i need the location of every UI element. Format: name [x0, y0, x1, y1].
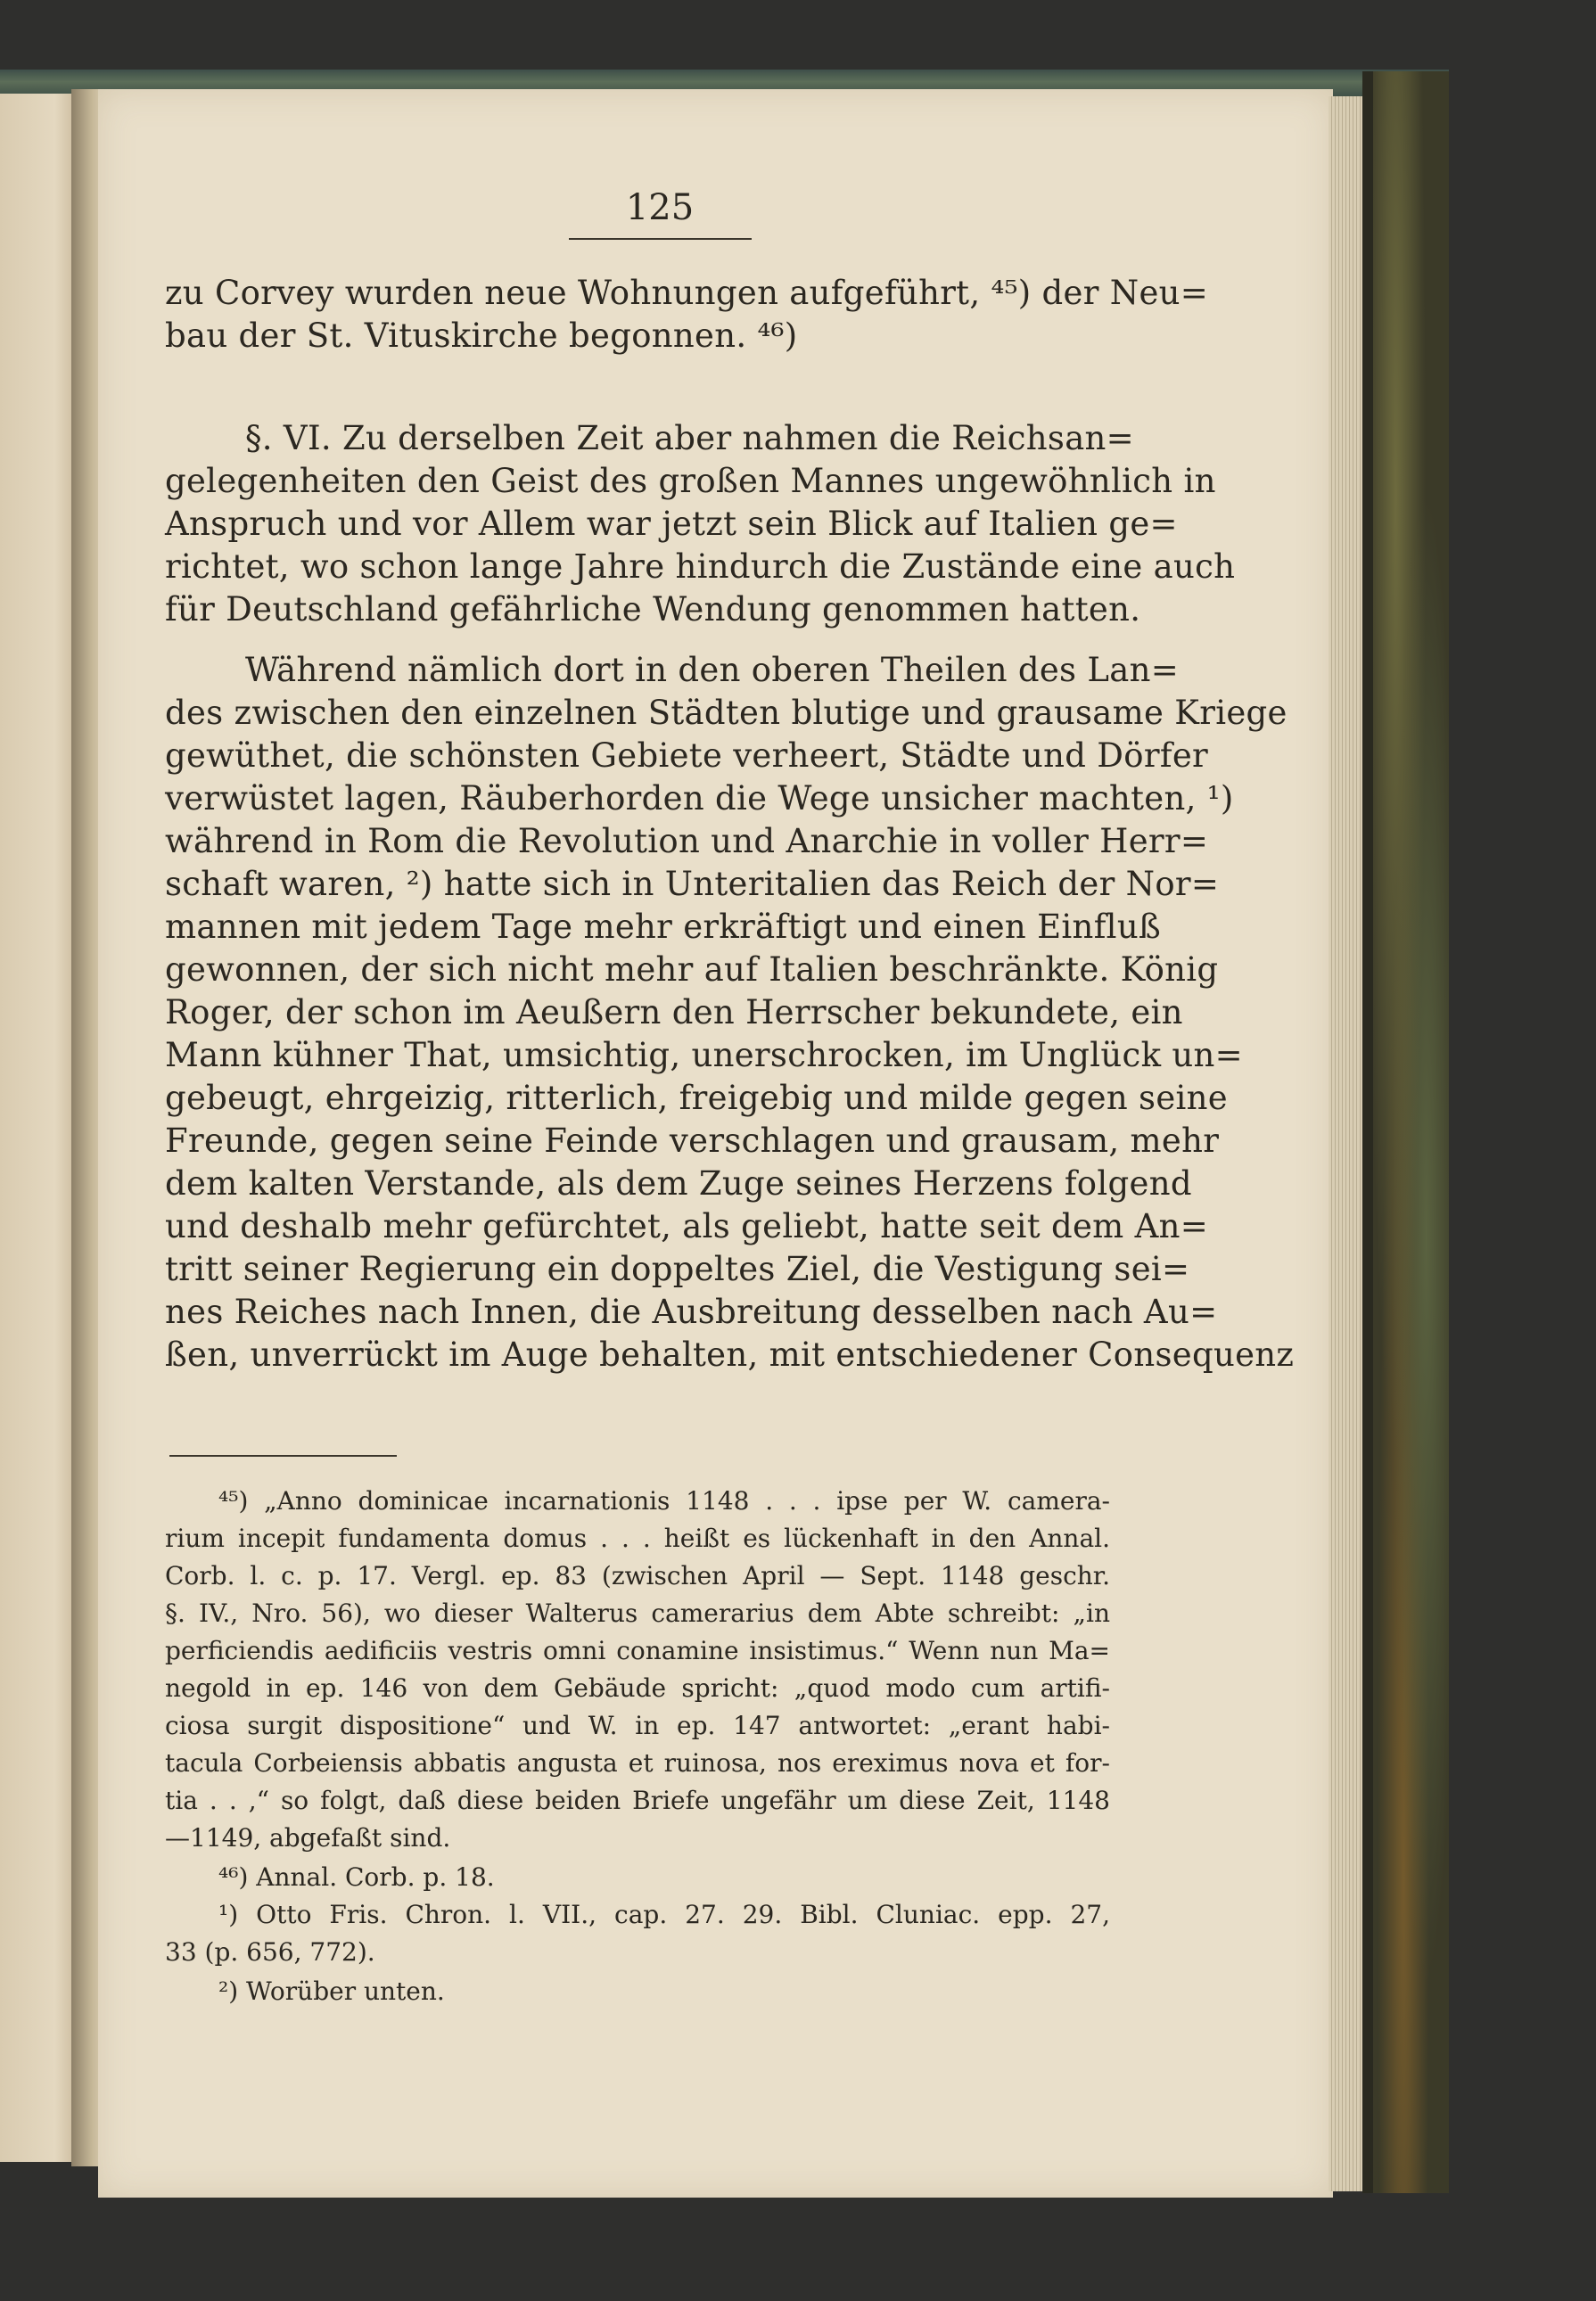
- body-line: Freunde, gegen seine Feinde verschlagen und grausam, mehr: [165, 1122, 1220, 1160]
- body-line: des zwischen den einzelnen Städten blutige und grausame Kriege: [165, 694, 1287, 732]
- body-line: §. VI. Zu derselben Zeit aber nahmen die Reichsan=: [245, 419, 1134, 457]
- footnote-line: ¹) Otto Fris. Chron. l. VII., cap. 27. 29. Bibl. Cluniac. epp. 27,: [218, 1900, 1110, 1929]
- body-line: nes Reiches nach Innen, die Ausbreitung desselben nach Au=: [165, 1293, 1218, 1331]
- body-line: schaft waren, ²) hatte sich in Unteritalien das Reich der Nor=: [165, 865, 1220, 903]
- footnote-separator: [169, 1455, 397, 1457]
- footnote-line: ciosa surgit dispositione“ und W. in ep. 147 antwortet: „erant habi-: [165, 1711, 1110, 1740]
- body-line: und deshalb mehr gefürchtet, als geliebt, hatte seit dem An=: [165, 1207, 1209, 1245]
- body-line: gewonnen, der sich nicht mehr auf Italien beschränkte. König: [165, 950, 1219, 989]
- body-line: während in Rom die Revolution und Anarchie in voller Herr=: [165, 822, 1209, 860]
- footnote-line: tacula Corbeiensis abbatis angusta et ruinosa, nos ereximus nova et for-: [165, 1748, 1110, 1778]
- footnote-line: perficiendis aedificiis vestris omni conamine insistimus.“ Wenn nun Ma=: [165, 1636, 1110, 1665]
- footnote-line: Corb. l. c. p. 17. Vergl. ep. 83 (zwischen April — Sept. 1148 geschr.: [165, 1561, 1110, 1590]
- footnote-line: 33 (p. 656, 772).: [165, 1937, 375, 1967]
- body-line: gebeugt, ehrgeizig, ritterlich, freigebig und milde gegen seine: [165, 1079, 1228, 1117]
- footnote-line: ²) Worüber unten.: [218, 1976, 445, 2006]
- left-page-edge: [0, 94, 78, 2162]
- footnote-line: ⁴⁶) Annal. Corb. p. 18.: [218, 1862, 495, 1892]
- body-line: bau der St. Vituskirche begonnen. ⁴⁶): [165, 316, 798, 355]
- footnote-line: ⁴⁵) „Anno dominicae incarnationis 1148 . . . ipse per W. camera-: [218, 1486, 1110, 1516]
- body-line: Anspruch und vor Allem war jetzt sein Blick auf Italien ge=: [165, 505, 1178, 543]
- footnote-line: rium incepit fundamenta domus . . . heißt es lückenhaft in den Annal.: [165, 1524, 1110, 1553]
- body-line: dem kalten Verstande, als dem Zuge seines Herzens folgend: [165, 1164, 1192, 1203]
- body-line: tritt seiner Regierung ein doppeltes Ziel, die Vestigung sei=: [165, 1250, 1190, 1288]
- body-line: ßen, unverrückt im Auge behalten, mit entschiedener Consequenz: [165, 1335, 1295, 1374]
- body-line: für Deutschland gefährliche Wendung genommen hatten.: [165, 590, 1141, 629]
- footnote-line: tia . . ,“ so folgt, daß diese beiden Briefe ungefähr um diese Zeit, 1148: [165, 1786, 1110, 1815]
- page-number-rule: [569, 238, 752, 240]
- body-line: verwüstet lagen, Räuberhorden die Wege unsicher machten, ¹): [165, 779, 1234, 818]
- page-number: 125: [625, 187, 695, 228]
- body-line: zu Corvey wurden neue Wohnungen aufgeführt, ⁴⁵) der Neu=: [165, 274, 1209, 312]
- footnote-line: —1149, abgefaßt sind.: [165, 1823, 451, 1853]
- body-line: Während nämlich dort in den oberen Theilen des Lan=: [245, 651, 1180, 689]
- body-line: richtet, wo schon lange Jahre hindurch die Zustände eine auch: [165, 547, 1236, 586]
- footnote-line: §. IV., Nro. 56), wo dieser Walterus camerarius dem Abte schreibt: „in: [165, 1598, 1110, 1628]
- body-line: mannen mit jedem Tage mehr erkräftigt und einen Einfluß: [165, 908, 1161, 946]
- footnote-line: negold in ep. 146 von dem Gebäude spricht: „quod modo cum artifi-: [165, 1673, 1110, 1703]
- body-line: Roger, der schon im Aeußern den Herrscher bekundete, ein: [165, 993, 1183, 1031]
- marbled-cover: [1373, 71, 1449, 2193]
- body-line: Mann kühner That, umsichtig, unerschrocken, im Unglück un=: [165, 1036, 1243, 1074]
- body-line: gewüthet, die schönsten Gebiete verheert, Städte und Dörfer: [165, 736, 1209, 775]
- body-line: gelegenheiten den Geist des großen Mannes ungewöhnlich in: [165, 462, 1216, 500]
